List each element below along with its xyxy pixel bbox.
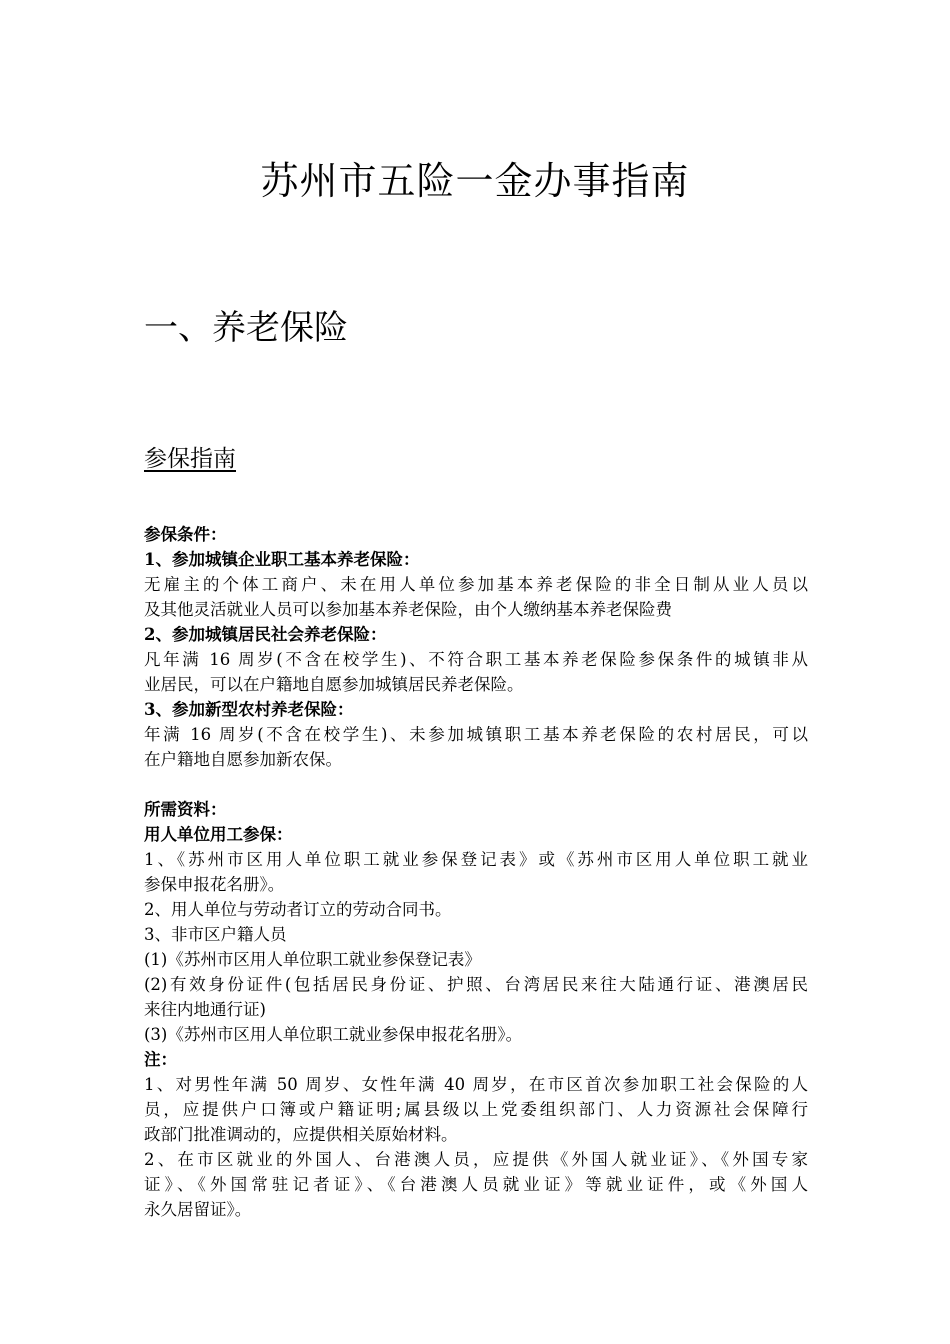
- body-line: 2、在市区就业的外国人、台港澳人员，应提供《外国人就业证》、《外国专家: [144, 1150, 808, 1169]
- body-line: 1、对男性年满 50 周岁、女性年满 40 周岁，在市区首次参加职工社会保险的人: [144, 1075, 808, 1094]
- body-line: 及其他灵活就业人员可以参加基本养老保险，由个人缴纳基本养老保险费: [144, 600, 672, 619]
- body-line: 证》、《外国常驻记者证》、《台港澳人员就业证》等就业证件，或《外国人: [144, 1175, 808, 1194]
- body-line: 年满 16 周岁(不含在校学生)、未参加城镇职工基本养老保险的农村居民，可以: [144, 725, 808, 744]
- body-line: 无雇主的个体工商户、未在用人单位参加基本养老保险的非全日制从业人员以: [144, 575, 808, 594]
- section-heading: 一、养老保险: [144, 308, 348, 348]
- body-line: 2、用人单位与劳动者订立的劳动合同书。: [144, 900, 452, 919]
- body-text: [144, 522, 808, 1222]
- body-line: 政部门批准调动的，应提供相关原始材料。: [144, 1125, 458, 1144]
- body-heading-line: 3、参加新型农村养老保险：: [144, 700, 354, 719]
- body-heading-line: 所需资料：: [144, 800, 227, 819]
- body-line: 业居民，可以在户籍地自愿参加城镇居民养老保险。: [144, 675, 524, 694]
- body-line: 3、非市区户籍人员: [144, 925, 287, 944]
- body-line: 在户籍地自愿参加新农保。: [144, 750, 342, 769]
- body-line: 凡年满 16 周岁(不含在校学生)、不符合职工基本养老保险参保条件的城镇非从: [144, 650, 808, 669]
- body-line: (2)有效身份证件(包括居民身份证、护照、台湾居民来往大陆通行证、港澳居民: [144, 975, 808, 994]
- body-line: 来往内地通行证): [144, 1000, 266, 1019]
- body-heading-line: 注：: [144, 1050, 177, 1069]
- body-line: 员，应提供户口簿或户籍证明;属县级以上党委组织部门、人力资源社会保障行: [144, 1100, 808, 1119]
- body-heading-line: 参保条件：: [144, 525, 227, 544]
- document-title: 苏州市五险一金办事指南: [260, 159, 690, 203]
- body-line: 参保申报花名册》。: [144, 875, 285, 894]
- body-line: 永久居留证》。: [144, 1200, 252, 1219]
- body-line: 1、《苏州市区用人单位职工就业参保登记表》或《苏州市区用人单位职工就业: [144, 850, 808, 869]
- body-heading-line: 用人单位用工参保：: [144, 825, 293, 844]
- body-heading-line: 1、参加城镇企业职工基本养老保险：: [144, 550, 420, 569]
- subsection-heading: 参保指南: [144, 446, 236, 472]
- body-line: (1)《苏州市区用人单位职工就业参保登记表》: [144, 950, 481, 969]
- body-line: (3)《苏州市区用人单位职工就业参保申报花名册》。: [144, 1025, 523, 1044]
- body-heading-line: 2、参加城镇居民社会养老保险：: [144, 625, 387, 644]
- paragraph-gap: [144, 772, 808, 797]
